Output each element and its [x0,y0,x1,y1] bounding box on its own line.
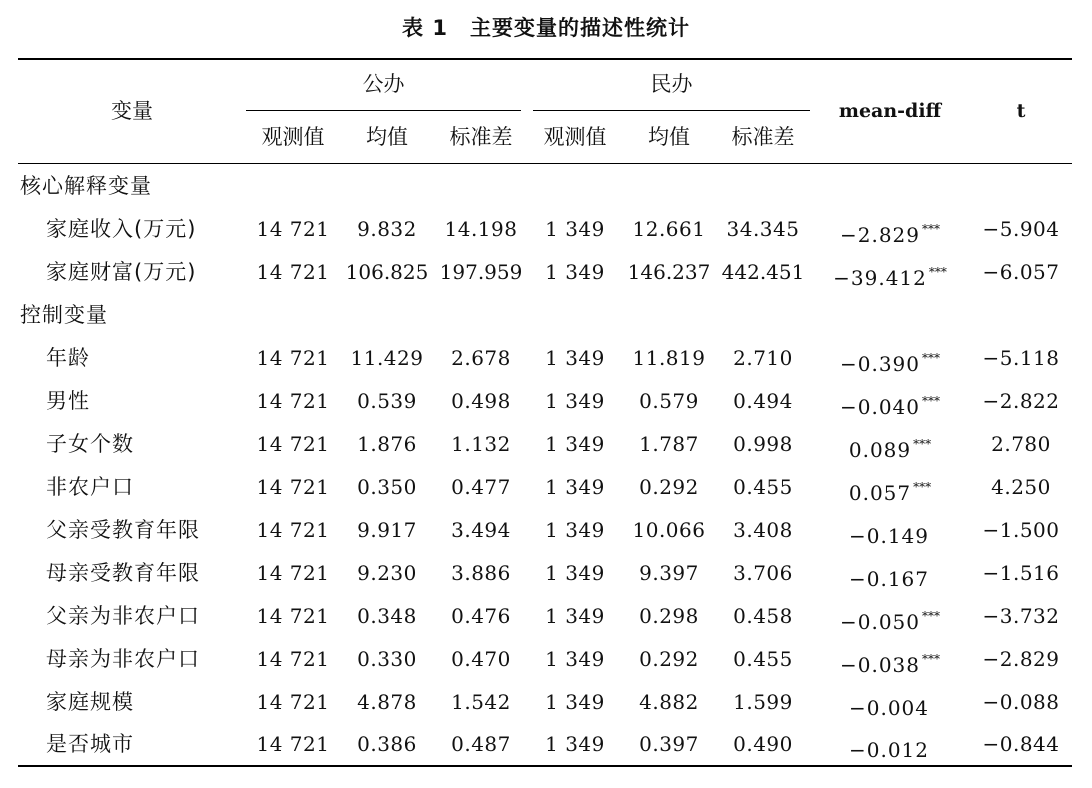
significance-stars: *** [922,394,940,408]
private-sd: 3.706 [733,561,793,585]
significance-stars: *** [922,652,940,666]
section-title: 核心解释变量 [20,174,152,198]
table-row [0,251,1092,294]
public-mean: 9.230 [357,561,417,585]
private-sd: 0.455 [733,475,793,499]
public-mean: 0.330 [357,647,417,671]
top-rule [18,58,1072,60]
table-row [0,638,1092,681]
row-label: 家庭收入(万元) [46,217,197,241]
private-sd: 442.451 [721,260,805,284]
public-mean: 106.825 [345,260,429,284]
public-sd: 3.886 [451,561,511,585]
public-sd: 1.132 [451,432,511,456]
public-sd: 0.477 [451,475,511,499]
public-sd: 197.959 [439,260,523,284]
private-mean: 1.787 [639,432,699,456]
t-value: 4.250 [991,475,1051,499]
public-n: 14 721 [256,217,330,241]
public-mean: 0.348 [357,604,417,628]
public-mean: 9.917 [357,518,417,542]
public-sd: 1.542 [451,690,511,714]
header-rule [18,163,1072,164]
public-sd: 0.498 [451,389,511,413]
private-mean: 10.066 [632,518,706,542]
mean-diff-cell [810,251,970,294]
row-label: 年龄 [46,346,90,370]
header-group-private: 民办 [650,72,693,96]
table-row [0,723,1092,766]
public-sd: 0.476 [451,604,511,628]
private-n: 1 349 [545,732,605,756]
mean-diff-cell [810,380,970,423]
public-sd: 0.470 [451,647,511,671]
public-n: 14 721 [256,346,330,370]
table-row [0,466,1092,509]
table-row [0,552,1092,595]
private-mean: 0.298 [639,604,699,628]
row-label: 子女个数 [46,432,134,456]
mean-diff-value: −0.040 [839,395,920,419]
private-n: 1 349 [545,604,605,628]
t-value: −2.822 [982,389,1060,413]
header-variable: 变量 [111,99,153,123]
header-t: t [1016,100,1026,122]
public-n: 14 721 [256,690,330,714]
table-row [0,509,1092,552]
row-label: 是否城市 [46,732,134,756]
public-n: 14 721 [256,561,330,585]
mean-diff-cell [810,208,970,251]
private-n: 1 349 [545,561,605,585]
row-label: 父亲为非农户口 [46,604,200,628]
mean-diff-value: −0.050 [839,610,920,634]
public-n: 14 721 [256,518,330,542]
public-mean: 11.429 [350,346,424,370]
private-mean: 0.292 [639,647,699,671]
private-sd: 2.710 [733,346,793,370]
table-number: 表 1 [402,16,448,40]
public-group-underline [246,110,521,111]
table-row [0,681,1092,724]
section-row-control [0,294,1092,337]
private-n: 1 349 [545,260,605,284]
public-n: 14 721 [256,604,330,628]
significance-stars: *** [922,222,940,236]
public-n: 14 721 [256,732,330,756]
private-mean: 12.661 [632,217,706,241]
table-row [0,423,1092,466]
row-label: 母亲为非农户口 [46,647,200,671]
public-n: 14 721 [256,260,330,284]
header-mean-diff: mean-diff [838,100,942,122]
private-mean: 9.397 [639,561,699,585]
mean-diff-value: 0.089 [848,438,912,462]
mean-diff-value: 0.057 [848,481,912,505]
private-sd: 0.998 [733,432,793,456]
private-n: 1 349 [545,217,605,241]
row-label: 父亲受教育年限 [46,518,200,542]
table-row [0,208,1092,251]
private-n: 1 349 [545,647,605,671]
public-n: 14 721 [256,389,330,413]
public-mean: 0.350 [357,475,417,499]
private-sd: 1.599 [733,690,793,714]
public-sd: 2.678 [451,346,511,370]
t-value: 2.780 [991,432,1051,456]
mean-diff-value: −0.149 [848,524,929,548]
t-value: −0.088 [982,690,1060,714]
mean-diff-cell [810,552,970,595]
header-private-n: 观测值 [543,125,607,149]
public-mean: 9.832 [357,217,417,241]
t-value: −1.500 [982,518,1060,542]
header-private-sd: 标准差 [731,125,795,149]
row-label: 非农户口 [46,475,134,499]
significance-stars: *** [922,609,940,623]
mean-diff-cell [810,509,970,552]
public-mean: 0.539 [357,389,417,413]
public-mean: 4.878 [357,690,417,714]
private-sd: 3.408 [733,518,793,542]
mean-diff-value: −0.012 [848,738,929,762]
table-row [0,337,1092,380]
mean-diff-value: −39.412 [833,266,927,290]
mean-diff-cell [810,337,970,380]
t-value: −1.516 [982,561,1060,585]
header-public-mean: 均值 [366,125,408,149]
private-mean: 0.292 [639,475,699,499]
header-group-public: 公办 [362,72,405,96]
private-mean: 0.397 [639,732,699,756]
public-mean: 0.386 [357,732,417,756]
t-value: −5.904 [982,217,1060,241]
public-n: 14 721 [256,432,330,456]
private-mean: 4.882 [639,690,699,714]
significance-stars: *** [913,480,932,494]
mean-diff-cell [810,466,970,509]
significance-stars: *** [913,437,932,451]
mean-diff-cell [810,595,970,638]
mean-diff-value: −0.390 [839,352,920,376]
private-group-underline [533,110,810,111]
mean-diff-cell [810,638,970,681]
table-title: 主要变量的描述性统计 [469,16,690,40]
row-label: 家庭财富(万元) [46,260,197,284]
private-n: 1 349 [545,346,605,370]
mean-diff-value: −0.038 [839,653,920,677]
t-value: −6.057 [982,260,1060,284]
private-n: 1 349 [545,389,605,413]
header-public-n: 观测值 [261,125,325,149]
mean-diff-cell [810,681,970,724]
table-row [0,595,1092,638]
section-row-core [0,165,1092,208]
header-public-sd: 标准差 [449,125,513,149]
private-n: 1 349 [545,475,605,499]
private-n: 1 349 [545,690,605,714]
public-sd: 3.494 [451,518,511,542]
t-value: −0.844 [982,732,1060,756]
t-value: −2.829 [982,647,1060,671]
public-mean: 1.876 [357,432,417,456]
section-title: 控制变量 [20,303,108,327]
private-sd: 0.455 [733,647,793,671]
significance-stars: *** [928,265,947,279]
t-value: −3.732 [982,604,1060,628]
private-n: 1 349 [545,518,605,542]
private-mean: 11.819 [632,346,706,370]
private-sd: 0.494 [733,389,793,413]
table-caption [0,12,1092,42]
mean-diff-cell [810,423,970,466]
header-private-mean: 均值 [648,125,690,149]
row-label: 母亲受教育年限 [46,561,200,585]
table-row [0,380,1092,423]
private-sd: 0.490 [733,732,793,756]
public-sd: 14.198 [444,217,518,241]
private-n: 1 349 [545,432,605,456]
public-sd: 0.487 [451,732,511,756]
row-label: 家庭规模 [46,690,134,714]
private-mean: 0.579 [639,389,699,413]
mean-diff-value: −0.004 [848,696,929,720]
mean-diff-cell [810,723,970,766]
private-sd: 0.458 [733,604,793,628]
private-sd: 34.345 [726,217,800,241]
public-n: 14 721 [256,647,330,671]
private-mean: 146.237 [627,260,711,284]
mean-diff-value: −0.167 [848,567,929,591]
mean-diff-value: −2.829 [839,223,920,247]
row-label: 男性 [46,389,90,413]
significance-stars: *** [922,351,940,365]
t-value: −5.118 [982,346,1060,370]
public-n: 14 721 [256,475,330,499]
